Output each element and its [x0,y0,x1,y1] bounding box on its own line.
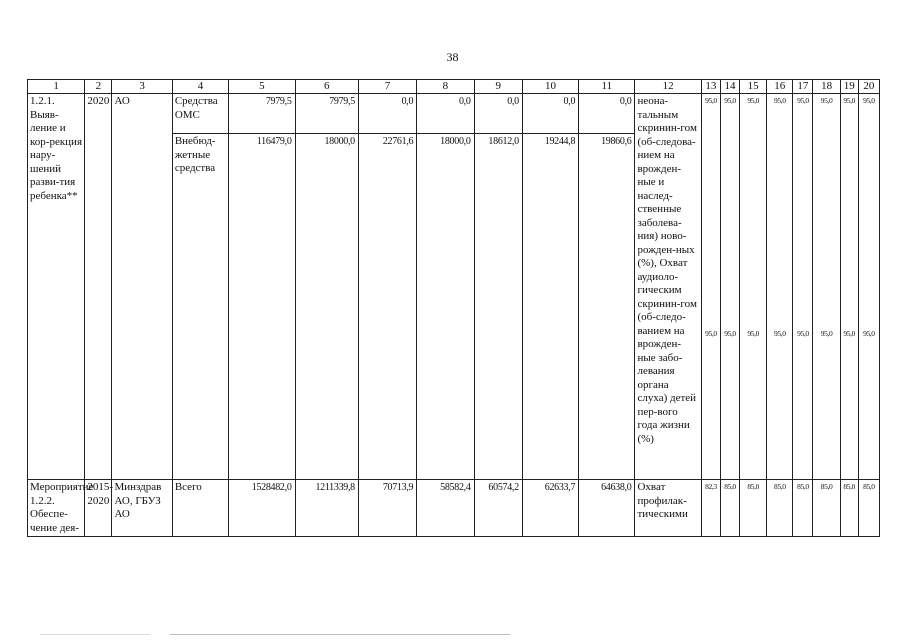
header-cell: 19 [840,80,858,94]
value-cell: 58582,4 [417,480,474,537]
program-table [27,79,880,537]
header-cell: 12 [635,80,701,94]
target-cell: 95,0 95,0 [767,94,793,480]
value-cell: 22761,6 [358,134,416,480]
value-cell: 18612,0 [474,134,522,480]
header-cell: 16 [767,80,793,94]
value-cell: 7979,5 [229,94,295,134]
value-cell: 60574,2 [474,480,522,537]
table-row-omc [28,94,880,134]
header-cell: 6 [295,80,358,94]
value-cell: 1211339,8 [295,480,358,537]
value-cell: 7979,5 [295,94,358,134]
header-cell: 10 [522,80,578,94]
target-cell: 95,0 95,0 [740,94,767,480]
header-cell: 4 [172,80,228,94]
page-number: 38 [446,50,459,64]
target-cell: 95,0 95,0 [813,94,840,480]
header-cell: 15 [740,80,767,94]
target-cell: 85,0 [793,480,813,537]
scan-artifact-line [40,634,150,635]
value-cell: 0,0 [579,94,635,134]
value-cell: 19860,6 [579,134,635,480]
source-cell: Средства ОМС [172,94,228,134]
value-cell: 0,0 [417,94,474,134]
target-cell: 95,0 95,0 [720,94,739,480]
activity-name-cell: 1.2.1. Выяв-ление и кор-рекция нару-шений разви-тия ребенка** [28,94,85,480]
header-cell: 20 [858,80,879,94]
executor-cell: Минздрав АО, ГБУЗ АО [112,480,172,537]
target-cell: 85,0 [813,480,840,537]
target-cell: 95,0 95,0 [701,94,720,480]
header-cell: 3 [112,80,172,94]
header-cell: 14 [720,80,739,94]
scan-artifact-line [170,634,510,635]
target-cell: 95,0 95,0 [793,94,813,480]
value-cell: 19244,8 [522,134,578,480]
target-cell: 85,0 [858,480,879,537]
header-cell: 7 [358,80,416,94]
target-cell: 85,0 [767,480,793,537]
target-cell: 82,3 [701,480,720,537]
value-cell: 18000,0 [417,134,474,480]
header-cell: 11 [579,80,635,94]
value-cell: 116479,0 [229,134,295,480]
value-cell: 62633,7 [522,480,578,537]
target-cell: 85,0 [740,480,767,537]
executor-cell: АО [112,94,172,480]
activity-name-cell: Мероприятие 1.2.2. Обеспе-чение дея- [28,480,85,537]
header-cell: 1 [28,80,85,94]
year-cell: 2015-2020 [85,480,112,537]
table-row-activity-122 [28,480,880,537]
value-cell: 0,0 [522,94,578,134]
indicator-cell: Охват профилак-тическими [635,480,701,537]
target-cell: 95,0 95,0 [840,94,858,480]
target-cell: 85,0 [720,480,739,537]
source-cell: Всего [172,480,228,537]
value-cell: 0,0 [474,94,522,134]
year-cell: 2020 [85,94,112,480]
source-cell: Внебюд-жетные средства [172,134,228,480]
value-cell: 70713,9 [358,480,416,537]
header-cell: 13 [701,80,720,94]
indicator-cell: неона-тальным скринин-гом (об-следова-нием на врожден-ные и наслед-ственные заболева-ния) ново-рожден-ных (%), Охват аудиоло-гическим скринин-гом (об-следо-ванием на врожден-ные забо-левания органа слуха) детей пер-вого года жизни (%) [635,94,701,480]
header-cell: 17 [793,80,813,94]
target-cell: 95,0 95,0 [858,94,879,480]
header-cell: 18 [813,80,840,94]
header-cell: 9 [474,80,522,94]
value-cell: 0,0 [358,94,416,134]
value-cell: 18000,0 [295,134,358,480]
header-cell: 2 [85,80,112,94]
target-cell: 85,0 [840,480,858,537]
header-cell: 8 [417,80,474,94]
header-cell: 5 [229,80,295,94]
value-cell: 64638,0 [579,480,635,537]
header-row [28,80,880,94]
value-cell: 1528482,0 [229,480,295,537]
